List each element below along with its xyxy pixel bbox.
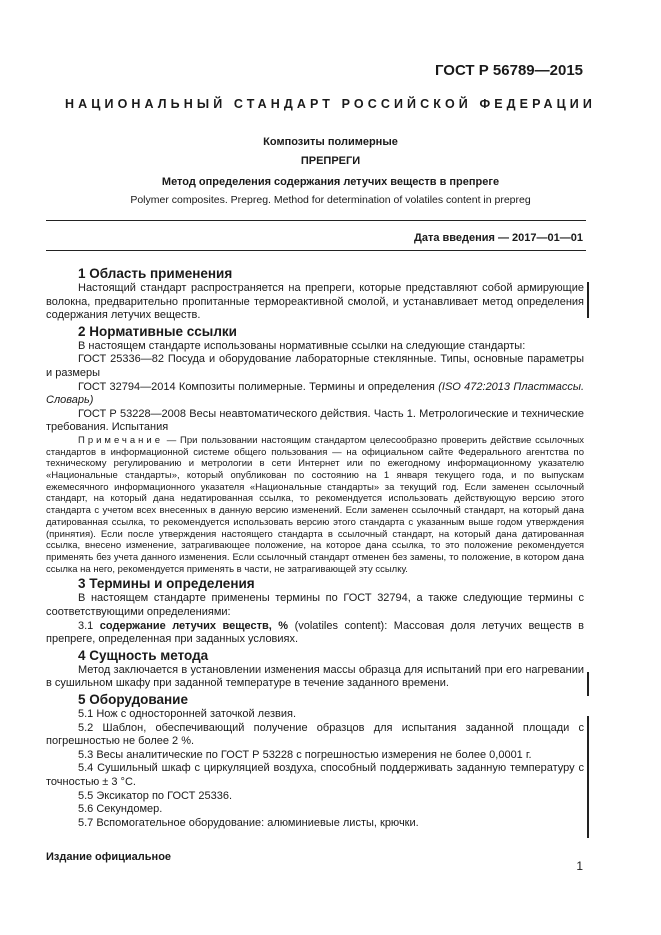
section-3-heading: 3 Термины и определения — [78, 576, 255, 592]
equipment-item-5-7: 5.7 Вспомогательное оборудование: алюминиевые листы, крючки. — [78, 816, 419, 829]
equipment-item-5-6: 5.6 Секундомер. — [78, 803, 163, 816]
section-2-intro: В настоящем стандарте использованы нормативные ссылки на следующие стандарты: — [78, 339, 526, 352]
reference-iso-472: (ISO 472:2013 Пластмассы. Словарь) — [46, 380, 585, 407]
document-code: ГОСТ Р 56789—2015 — [434, 62, 583, 79]
official-edition-label: Издание официальное — [46, 851, 172, 863]
change-bar-3 — [587, 716, 589, 838]
title-line-3: Метод определения содержания летучих веществ в препреге — [161, 176, 500, 188]
divider-bottom — [46, 250, 586, 251]
note-text: — При пользовании настоящим стандартом целесообразно проверить действие ссылочных стандартов в информационной системе общего пользования — на официальном сайте Федерального агентства по техническому регулированию и метрологии в сети Интернет или по ежегодному информационному указателю «Национальные стандарты», который опубликован по состоянию на 1 января текущего года, и по выпускам ежемесячного информационного указателя «Национальные стандарты» за текущий год. Если заменен ссылочный стандарт, на который дана недатированная ссылка, то рекомендуется использовать действующую версию этого стандарта с учетом всех внесенных в данную версию изменений. Если заменен ссылочный стандарт, на который дана датированная ссылка, то рекомендуется использовать версию этого стандарта с указанным выше годом утверждения (принятия). Если после утверждения настоящего стандарта в ссылочный стандарт, на который дана датированная ссылка, внесено изменение, затрагивающее положение, на которое дана ссылка, то это положение рекомендуется применять без учета данного изменения. Если ссылочный стандарт отменен без замены, то положение, в котором дана ссылка на него, рекомендуется применять в части, не затрагивающей эту ссылку. — [46, 434, 584, 575]
document-body — [46, 265, 584, 830]
section-3-intro: В настоящем стандарте применены термины по ГОСТ 32794, а также следующие термины с соответствующими определениями: — [46, 592, 584, 618]
title-english: Polymer composites. Prepreg. Method for determination of volatiles content in prepreg — [130, 194, 531, 206]
introduction-date: Дата введения — 2017—01—01 — [414, 232, 583, 244]
term-3-1 — [46, 620, 584, 647]
standard-title: НАЦИОНАЛЬНЫЙ СТАНДАРТ РОССИЙСКОЙ ФЕДЕРАЦИИ — [65, 97, 596, 111]
section-1-heading: 1 Область применения — [78, 266, 233, 281]
term-name: содержание летучих веществ, % — [99, 619, 289, 632]
section-4-heading: 4 Сущность метода — [78, 647, 209, 663]
equipment-item-5-4: 5.4 Сушильный шкаф с циркуляцией воздуха, способный поддерживать заданную температуру с точностью ± 3 °С. — [46, 762, 584, 788]
change-bar-2 — [587, 672, 589, 696]
title-line-2: ПРЕПРЕГИ — [300, 155, 361, 167]
note-label: Примечание — [78, 434, 163, 446]
reference-gost-32794 — [46, 381, 584, 408]
change-bar-1 — [587, 282, 589, 318]
section-2-heading: 2 Нормативные ссылки — [78, 323, 237, 339]
reference-gost-r-53228: ГОСТ Р 53228—2008 Весы неавтоматического действия. Часть 1. Метрологические и технические требования. Испытания — [46, 407, 584, 434]
reference-gost-25336: ГОСТ 25336—82 Посуда и оборудование лабораторные стеклянные. Типы, основные параметры и размеры — [46, 353, 584, 379]
section-5-heading: 5 Оборудование — [78, 691, 188, 707]
section-2-note — [46, 435, 584, 575]
equipment-item-5-5: 5.5 Эксикатор по ГОСТ 25336. — [78, 789, 232, 802]
section-1-paragraph: Настоящий стандарт распространяется на препреги, которые представляют собой армирующие волокна, предварительно пропитанные термореактивной смолой, и устанавливает метод определения содержания летучих веществ. — [46, 282, 584, 322]
term-definition: (volatiles content): Массовая доля летучих веществ в препреге, определенная при заданных условиях. — [46, 619, 585, 646]
reference-gost-32794-text: ГОСТ 32794—2014 Композиты полимерные. Термины и определения — [78, 380, 435, 393]
term-number: 3.1 — [78, 619, 94, 632]
page-number: 1 — [576, 859, 583, 873]
section-4-paragraph: Метод заключается в установлении изменения массы образца для испытаний при его нагревании в сушильном шкафу при заданной температуре в течение заданного времени. — [46, 663, 584, 690]
title-line-1: Композиты полимерные — [263, 136, 398, 148]
equipment-item-5-2: 5.2 Шаблон, обеспечивающий получение образцов для испытания заданной площади с погрешностью не более 2 %. — [46, 721, 584, 748]
equipment-item-5-1: 5.1 Нож с односторонней заточкой лезвия. — [78, 707, 297, 720]
divider-top — [46, 220, 586, 221]
equipment-item-5-3: 5.3 Весы аналитические по ГОСТ Р 53228 с погрешностью измерения не более 0,0001 г. — [78, 748, 532, 761]
